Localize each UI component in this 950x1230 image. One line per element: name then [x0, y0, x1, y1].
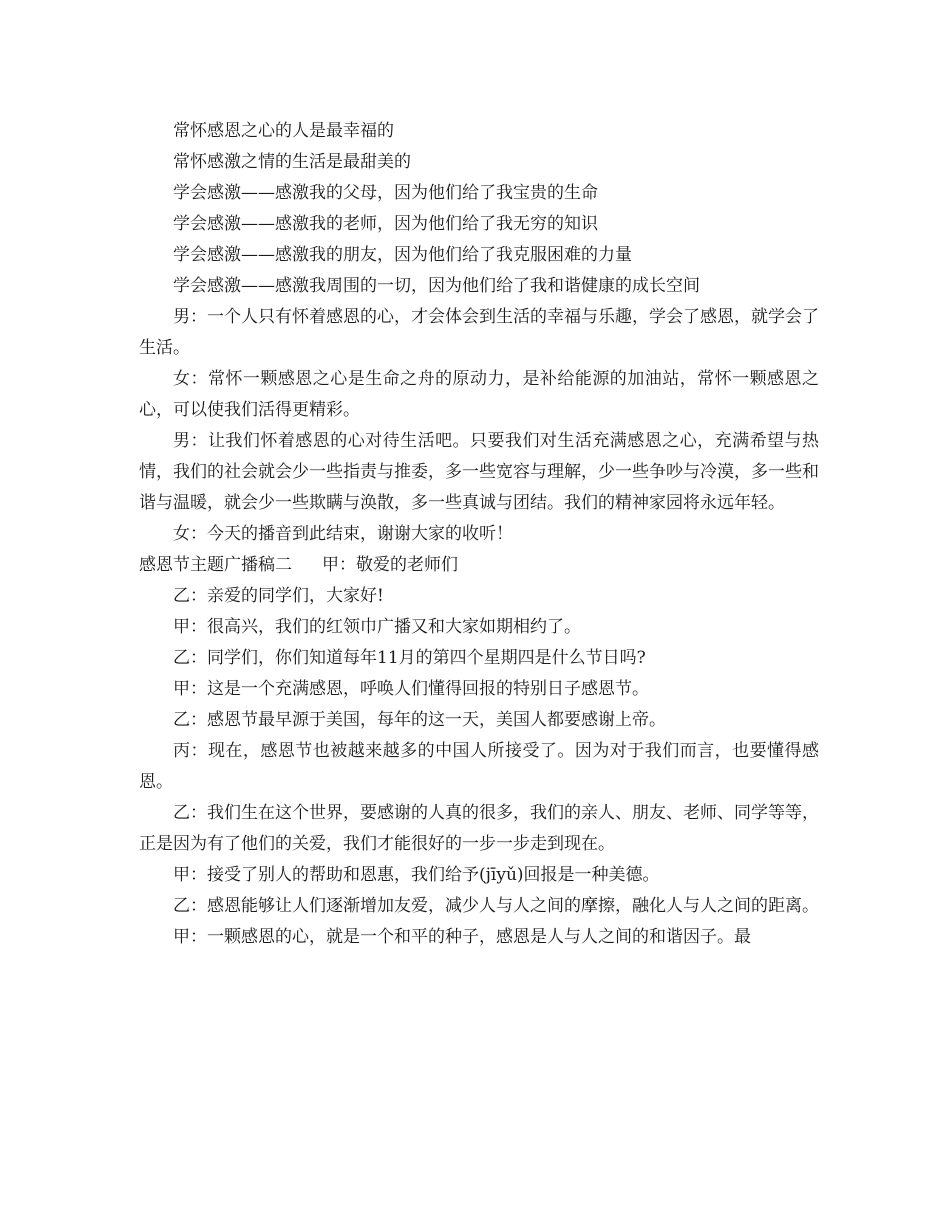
paragraph: 乙：亲爱的同学们，大家好! — [173, 586, 384, 606]
paragraph: 学会感激——感激我周围的一切，因为他们给了我和谐健康的成长空间 — [173, 276, 700, 296]
paragraph: 甲：这是一个充满感恩，呼唤人们懂得回报的特别日子感恩节。 — [173, 679, 649, 699]
paragraph: 丙：现在，感恩节也被越来越多的中国人所接受了。因为对于我们而言，也要懂得感恩。 — [139, 741, 819, 792]
section-title: 感恩节主题广播稿二 — [139, 555, 292, 575]
paragraph: 乙：感恩能够让人们逐渐增加友爱，减少人与人之间的摩擦，融化人与人之间的距离。 — [173, 896, 819, 916]
paragraph: 学会感激——感激我的父母，因为他们给了我宝贵的生命 — [173, 183, 598, 203]
paragraph: 常怀感恩之心的人是最幸福的 — [173, 121, 394, 141]
paragraph: 甲：接受了别人的帮助和恩惠，我们给予(jīyǔ)回报是一种美德。 — [173, 865, 660, 885]
paragraph: 乙：感恩节最早源于美国，每年的这一天，美国人都要感谢上帝。 — [173, 710, 666, 730]
paragraph: 甲：一颗感恩的心，就是一个和平的种子，感恩是人与人之间的和谐因子。最 — [173, 927, 751, 947]
paragraph: 乙：同学们，你们知道每年11月的第四个星期四是什么节日吗? — [173, 648, 646, 668]
paragraph: 常怀感激之情的生活是最甜美的 — [173, 152, 411, 172]
section-first-line: 甲：敬爱的老师们 — [322, 555, 458, 575]
paragraph: 学会感激——感激我的朋友，因为他们给了我克服困难的力量 — [173, 245, 632, 265]
paragraph: 女：常怀一颗感恩之心是生命之舟的原动力，是补给能源的加油站，常怀一颗感恩之心，可以使我们活得更精彩。 — [139, 369, 819, 420]
document-body — [139, 116, 819, 953]
paragraph: 学会感激——感激我的老师，因为他们给了我无穷的知识 — [173, 214, 598, 234]
paragraph: 男：让我们怀着感恩的心对待生活吧。只要我们对生活充满感恩之心，充满希望与热情，我们的社会就会少一些指责与推委，多一些宽容与理解，少一些争吵与冷漠，多一些和谐与温暖，就会少一些欺瞒与涣散，多一些真诚与团结。我们的精神家园将永远年轻。 — [139, 431, 819, 513]
paragraph: 乙：我们生在这个世界，要感谢的人真的很多，我们的亲人、朋友、老师、同学等等，正是因为有了他们的关爱，我们才能很好的一步一步走到现在。 — [139, 803, 819, 854]
section-heading-line — [139, 550, 819, 581]
paragraph: 男：一个人只有怀着感恩的心，才会体会到生活的幸福与乐趣，学会了感恩，就学会了生活。 — [139, 307, 819, 358]
paragraph: 甲：很高兴，我们的红领巾广播又和大家如期相约了。 — [173, 617, 581, 637]
paragraph: 女：今天的播音到此结束，谢谢大家的收听！ — [173, 524, 513, 544]
